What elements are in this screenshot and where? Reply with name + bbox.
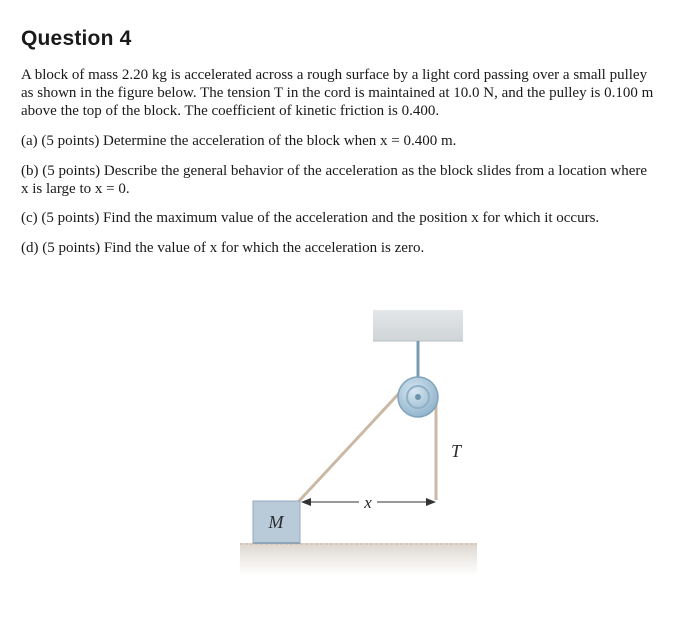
tension-label: T: [450, 441, 462, 461]
intro-line-3: above the top of the block. The coefficient of kinetic friction is 0.400.: [21, 103, 440, 119]
ground-surface: [240, 543, 477, 575]
part-b-line-2: x is large to x = 0.: [21, 181, 130, 197]
distance-label: x: [364, 493, 372, 512]
part-d: (d) (5 points) Find the value of x for which the acceleration is zero.: [21, 240, 425, 256]
ceiling-support: [373, 310, 463, 341]
block-label: M: [268, 512, 284, 532]
question-title: Question 4: [21, 27, 132, 50]
part-b-line-1: (b) (5 points) Describe the general behavior of the acceleration as the block slides from a location where: [21, 163, 648, 179]
pulley-axle: [415, 394, 421, 400]
intro-line-2: as shown in the figure below. The tension T in the cord is maintained at 10.0 N, and the pulley is 0.100 m: [21, 85, 654, 101]
rope-diagonal: [299, 388, 404, 501]
part-a: (a) (5 points) Determine the acceleration of the block when x = 0.400 m.: [21, 133, 457, 149]
part-c: (c) (5 points) Find the maximum value of the acceleration and the position x for which it occurs.: [21, 210, 600, 226]
intro-line-1: A block of mass 2.20 kg is accelerated across a rough surface by a light cord passing over a small pulley: [21, 67, 648, 83]
